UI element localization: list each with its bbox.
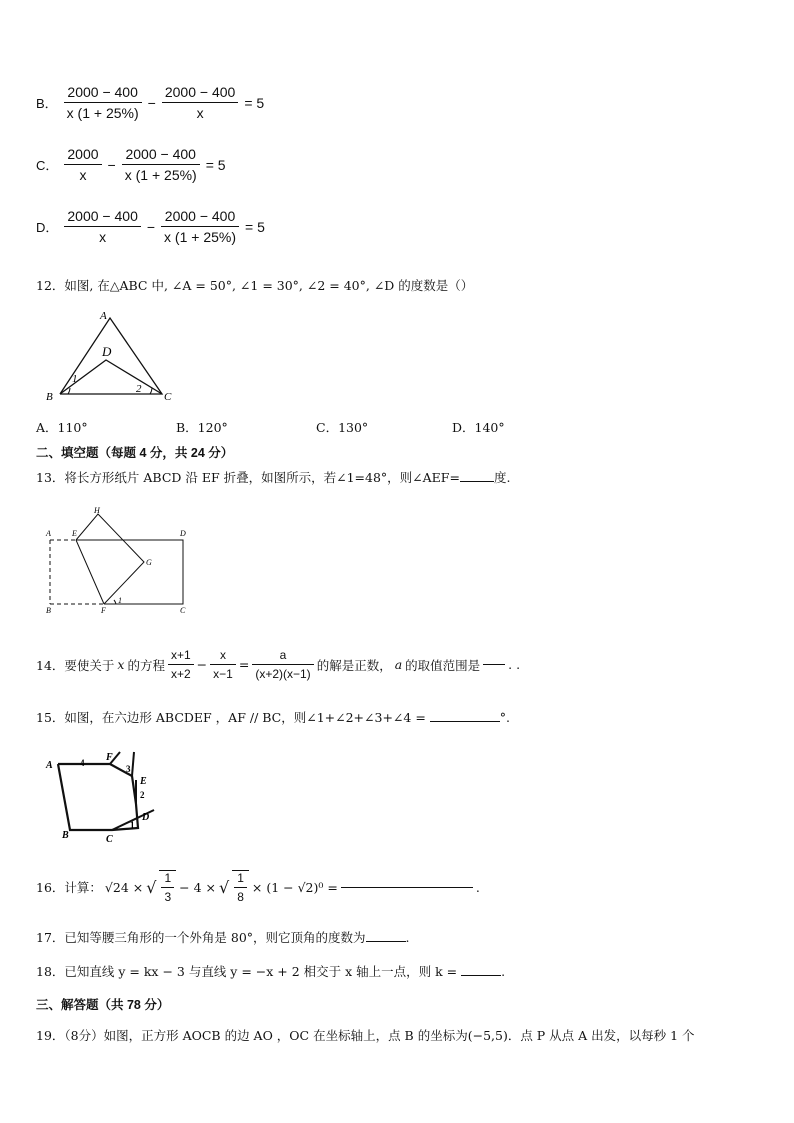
numerator: 2000 bbox=[64, 146, 101, 165]
option-b bbox=[36, 84, 264, 121]
question-16 bbox=[36, 870, 480, 904]
numerator: x bbox=[210, 648, 236, 665]
numerator: x+1 bbox=[168, 648, 194, 665]
answer-blank[interactable] bbox=[483, 664, 505, 665]
numerator: 2000 − 400 bbox=[64, 84, 142, 103]
expression-sqrt24: √24 × bbox=[104, 879, 144, 895]
operator: − bbox=[107, 156, 116, 173]
question-17-end: . bbox=[405, 930, 410, 945]
question-13-end: 度. bbox=[493, 470, 511, 485]
label-f: F bbox=[101, 606, 106, 615]
question-15 bbox=[36, 708, 510, 726]
choice-b: B．120° bbox=[176, 420, 228, 435]
question-14-text-post: 的解是正数， bbox=[316, 657, 392, 673]
question-18-text: 18．已知直线 y = kx − 3 与直线 y = −x + 2 相交于 x 轴上一点，则 k = bbox=[36, 964, 458, 979]
folded-rectangle-figure bbox=[40, 504, 190, 616]
choice-c: C．130° bbox=[316, 420, 369, 435]
operator: − bbox=[196, 657, 208, 672]
answer-blank[interactable] bbox=[366, 941, 406, 942]
ext-line-e bbox=[132, 752, 134, 776]
angle-1-arc bbox=[114, 600, 116, 604]
variable-x: x bbox=[117, 657, 125, 672]
numerator: 2000 − 400 bbox=[122, 146, 200, 165]
answer-blank[interactable] bbox=[341, 887, 473, 888]
denominator: (x+2)(x−1) bbox=[255, 667, 311, 681]
option-letter: B． bbox=[36, 96, 58, 111]
denominator: x (1 + 25%) bbox=[164, 229, 237, 245]
fraction bbox=[64, 146, 101, 183]
question-13-text: 13．将长方形纸片 ABCD 沿 EF 折叠，如图所示，若∠1=48°，则∠AEF= bbox=[36, 470, 460, 485]
question-18 bbox=[36, 962, 505, 980]
fraction bbox=[252, 648, 313, 681]
question-19-text: 19．（8分）如图，正方形 AOCB 的边 AO ，OC 在坐标轴上，点 B 的坐标为(−5,5)．点 P 从点 A 出发，以每秒 1 个 bbox=[36, 1028, 695, 1043]
question-14 bbox=[36, 648, 520, 681]
fraction bbox=[162, 84, 238, 121]
label-c: C bbox=[164, 391, 172, 403]
label-a: A bbox=[46, 760, 53, 771]
section-2-heading: 二、填空题（每题 4 分，共 24 分） bbox=[36, 446, 234, 460]
equals: = bbox=[238, 657, 250, 672]
fraction bbox=[122, 146, 200, 183]
fraction bbox=[159, 870, 176, 904]
label-b: B bbox=[46, 606, 51, 615]
question-14-text-end: 的取值范围是 bbox=[405, 657, 481, 673]
numerator: 2000 − 400 bbox=[64, 208, 140, 227]
denominator: x−1 bbox=[213, 667, 233, 681]
label-angle-4: 4 bbox=[80, 758, 85, 768]
label-angle-1: 1 bbox=[72, 373, 78, 385]
label-d: D bbox=[102, 344, 112, 359]
fraction bbox=[64, 208, 140, 245]
folded-part bbox=[76, 514, 144, 604]
answer-blank[interactable] bbox=[460, 481, 494, 482]
section-3-heading: 三、解答题（共 78 分） bbox=[36, 998, 170, 1012]
question-16-end: . bbox=[475, 879, 480, 895]
label-angle-1: 1 bbox=[130, 820, 135, 830]
numerator: 2000 − 400 bbox=[162, 84, 238, 103]
label-c: C bbox=[106, 834, 113, 845]
denominator: 8 bbox=[237, 890, 244, 904]
label-e: E bbox=[140, 776, 147, 787]
label-a: A bbox=[100, 310, 107, 322]
equation-rhs: = 5 bbox=[244, 94, 265, 111]
label-angle-3: 3 bbox=[126, 764, 131, 774]
angle-1-arc bbox=[68, 388, 70, 394]
option-letter: D． bbox=[36, 220, 59, 235]
label-e: E bbox=[72, 529, 77, 538]
option-c bbox=[36, 146, 226, 183]
denominator: x (1 + 25%) bbox=[124, 167, 197, 183]
variable-a: a bbox=[394, 657, 403, 672]
sqrt-sign: √ bbox=[218, 877, 230, 897]
label-c: C bbox=[180, 606, 186, 615]
denominator: x bbox=[79, 167, 87, 183]
label-angle-2: 2 bbox=[136, 383, 142, 395]
option-d bbox=[36, 208, 265, 245]
numerator: 2000 − 400 bbox=[161, 208, 239, 227]
label-g: G bbox=[146, 558, 152, 567]
question-14-end: . . bbox=[508, 657, 521, 672]
numerator: a bbox=[252, 648, 313, 665]
question-16-text: 16．计算： bbox=[36, 880, 102, 895]
label-d: D bbox=[180, 529, 186, 538]
hexagon-figure bbox=[40, 746, 170, 846]
label-f: F bbox=[106, 752, 113, 763]
question-14-text-start: 14．要使关于 bbox=[36, 657, 115, 673]
equation-rhs: = 5 bbox=[205, 156, 226, 173]
denominator: 3 bbox=[164, 890, 172, 904]
expression-mid: − 4 × bbox=[179, 879, 216, 895]
label-b: B bbox=[46, 391, 53, 403]
angle-2-arc bbox=[150, 388, 152, 394]
question-15-end: °. bbox=[499, 710, 511, 725]
option-letter: C． bbox=[36, 158, 59, 173]
question-12-text: 12．如图, 在△ABC 中, ∠A = 50°, ∠1 = 30°, ∠2 = 40°, ∠D 的度数是（） bbox=[36, 278, 474, 293]
label-b: B bbox=[62, 830, 69, 841]
question-15-text: 15．如图，在六边形 ABCDEF ，AF // BC，则∠1+∠2+∠3+∠4 = bbox=[36, 710, 426, 725]
fraction bbox=[232, 870, 249, 904]
sqrt-sign: √ bbox=[146, 877, 157, 897]
fraction bbox=[64, 84, 142, 121]
triangle-figure bbox=[40, 308, 180, 404]
label-angle-2: 2 bbox=[140, 790, 145, 800]
choice-a: A．110° bbox=[36, 420, 88, 435]
numerator: 1 bbox=[234, 871, 247, 888]
numerator: 1 bbox=[161, 871, 174, 888]
denominator: x (1 + 25%) bbox=[66, 105, 139, 121]
question-17-text: 17．已知等腰三角形的一个外角是 80°，则它顶角的度数为 bbox=[36, 930, 366, 945]
answer-blank[interactable] bbox=[461, 975, 501, 976]
question-13 bbox=[36, 468, 510, 486]
fold-line-ef bbox=[76, 540, 104, 604]
operator: − bbox=[146, 218, 156, 235]
question-17 bbox=[36, 928, 410, 946]
question-18-end: . bbox=[501, 964, 506, 979]
denominator: x bbox=[196, 105, 204, 121]
label-h: H bbox=[94, 506, 100, 515]
denominator: x+2 bbox=[170, 667, 191, 681]
equation-rhs: = 5 bbox=[245, 218, 265, 235]
fraction bbox=[161, 208, 239, 245]
label-d: D bbox=[142, 812, 150, 823]
choice-d: D．140° bbox=[452, 420, 505, 435]
denominator: x bbox=[99, 229, 107, 245]
label-a: A bbox=[46, 529, 51, 538]
fraction bbox=[210, 648, 236, 681]
operator: − bbox=[147, 94, 156, 111]
label-angle-1: 1 bbox=[118, 596, 122, 605]
fraction bbox=[168, 648, 194, 681]
answer-blank[interactable] bbox=[430, 721, 500, 722]
rect-solid bbox=[76, 540, 183, 604]
question-14-text-mid: 的方程 bbox=[127, 657, 165, 673]
expression-tail: × (1 − √2)⁰ = bbox=[251, 879, 338, 895]
